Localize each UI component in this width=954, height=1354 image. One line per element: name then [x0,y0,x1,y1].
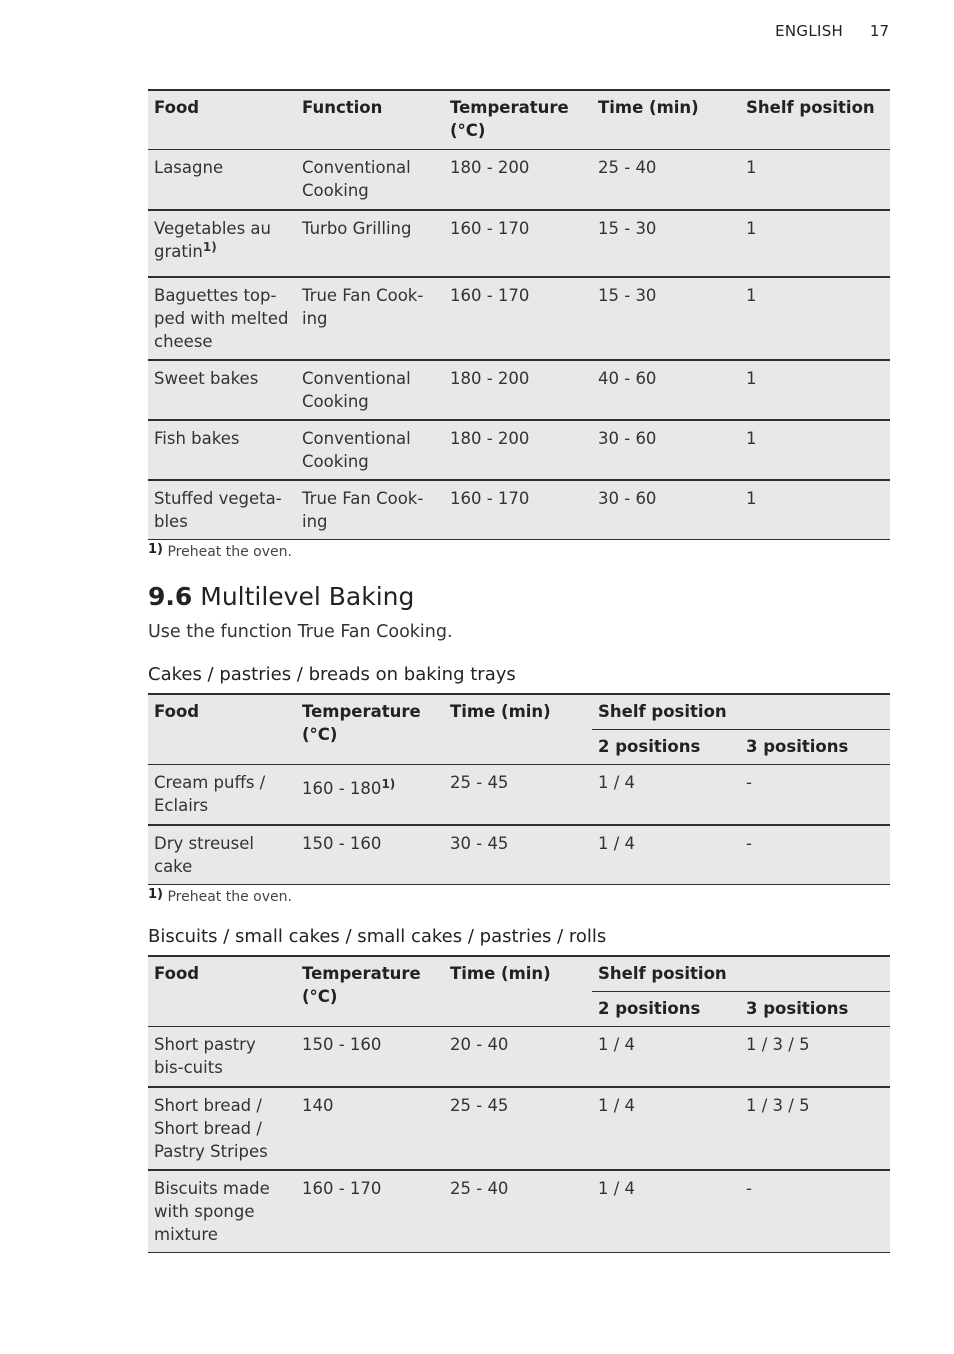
cell-food: Short pastry bis-cuits [148,1027,296,1087]
cell-3-positions: - [740,825,890,885]
biscuits-table [148,955,890,1253]
table-row [148,150,890,210]
cell-temperature: 160 - 170 [444,277,592,360]
cell-food: Fish bakes [148,420,296,480]
col-header-temperature: Temperature (°C) [296,956,444,1027]
footnote-text: Preheat the oven. [167,544,292,560]
col-header-shelf: Shelf position [740,90,890,150]
cell-time: 25 - 45 [444,765,592,825]
col-header-time: Time (min) [444,956,592,1027]
col-header-food: Food [148,956,296,1027]
cell-shelf: 1 [740,150,890,210]
cell-3-positions: - [740,1170,890,1253]
table2-container [148,693,890,905]
table-row [148,277,890,360]
cell-temperature: 180 - 200 [444,420,592,480]
table1-footnote [148,542,890,560]
section-heading-block [148,582,890,611]
table-header-row [148,694,890,730]
table1-container [148,89,890,560]
cell-temperature: 180 - 200 [444,150,592,210]
cell-shelf: 1 [740,277,890,360]
cell-shelf: 1 [740,420,890,480]
cell-2-positions: 1 / 4 [592,825,740,885]
cakes-table [148,693,890,885]
table-row [148,210,890,277]
footnote-mark: 1) [148,887,163,902]
cell-food: Baguettes top-ped with melted cheese [148,277,296,360]
cell-2-positions: 1 / 4 [592,765,740,825]
cell-time: 20 - 40 [444,1027,592,1087]
cell-food: Short bread / Short bread / Pastry Stripes [148,1087,296,1170]
footnote-mark: 1) [148,542,163,557]
cell-temperature: 160 - 170 [296,1170,444,1253]
cell-time: 15 - 30 [592,210,740,277]
col-header-shelf: Shelf position [592,694,890,730]
table3-caption: Biscuits / small cakes / small cakes / pastries / rolls [148,926,607,947]
cell-food: Sweet bakes [148,360,296,420]
table3-container [148,955,890,1253]
col-header-shelf: Shelf position [592,956,890,992]
cell-3-positions: 1 / 3 / 5 [740,1087,890,1170]
section-number: 9.6 [148,582,193,611]
table2-caption: Cakes / pastries / breads on baking trays [148,664,516,685]
col-header-food: Food [148,90,296,150]
table-row [148,420,890,480]
cell-temperature: 180 - 200 [444,360,592,420]
cell-function: Conventional Cooking [296,150,444,210]
table-row [148,480,890,540]
cell-temperature: 160 - 170 [444,210,592,277]
table-row [148,1027,890,1087]
cell-time: 25 - 45 [444,1087,592,1170]
cell-food: Cream puffs / Eclairs [148,765,296,825]
cell-time: 25 - 40 [592,150,740,210]
cell-temperature: 150 - 160 [296,825,444,885]
cell-temperature: 150 - 160 [296,1027,444,1087]
cell-time: 15 - 30 [592,277,740,360]
cell-function: True Fan Cook-ing [296,480,444,540]
col-header-time: Time (min) [444,694,592,765]
table-header-row [148,90,890,150]
cell-shelf: 1 [740,360,890,420]
footnote-text: Preheat the oven. [167,889,292,905]
col-header-2-positions: 2 positions [592,992,740,1027]
cell-function: Conventional Cooking [296,360,444,420]
table2-footnote [148,887,890,905]
cell-shelf: 1 [740,480,890,540]
cell-2-positions: 1 / 4 [592,1170,740,1253]
cell-time: 40 - 60 [592,360,740,420]
section-title-text: Multilevel Baking [200,582,415,611]
food-text: Vegetables au gratin [154,218,271,261]
cell-2-positions: 1 / 4 [592,1087,740,1170]
col-header-temperature: Temperature (°C) [296,694,444,765]
cell-function: Conventional Cooking [296,420,444,480]
table-header-row [148,956,890,992]
section-intro: Use the function True Fan Cooking. [148,622,453,642]
dishes-table [148,89,890,540]
cell-time: 30 - 60 [592,420,740,480]
language-label: ENGLISH [775,22,844,40]
cell-time: 30 - 60 [592,480,740,540]
cell-shelf: 1 [740,210,890,277]
table-row [148,765,890,825]
footnote-ref: 1) [202,239,217,254]
col-header-temperature: Temperature (°C) [444,90,592,150]
cell-food: Stuffed vegeta-bles [148,480,296,540]
col-header-time: Time (min) [592,90,740,150]
table-row [148,1170,890,1253]
cell-food: Biscuits made with sponge mixture [148,1170,296,1253]
cell-function: Turbo Grilling [296,210,444,277]
page-header [775,22,889,40]
cell-3-positions: - [740,765,890,825]
table-row [148,360,890,420]
cell-time: 25 - 40 [444,1170,592,1253]
col-header-food: Food [148,694,296,765]
col-header-2-positions: 2 positions [592,730,740,765]
table-row [148,825,890,885]
table-row [148,1087,890,1170]
page-number: 17 [869,22,889,40]
col-header-function: Function [296,90,444,150]
section-title [148,582,890,611]
col-header-3-positions: 3 positions [740,992,890,1027]
cell-2-positions: 1 / 4 [592,1027,740,1087]
cell-temperature [296,765,444,825]
cell-function: True Fan Cook-ing [296,277,444,360]
cell-time: 30 - 45 [444,825,592,885]
cell-temperature: 160 - 170 [444,480,592,540]
cell-food [148,210,296,277]
temperature-text: 160 - 180 [302,779,382,798]
cell-food: Dry streusel cake [148,825,296,885]
cell-food: Lasagne [148,150,296,210]
footnote-ref: 1) [381,777,396,791]
cell-3-positions: 1 / 3 / 5 [740,1027,890,1087]
col-header-3-positions: 3 positions [740,730,890,765]
cell-temperature: 140 [296,1087,444,1170]
